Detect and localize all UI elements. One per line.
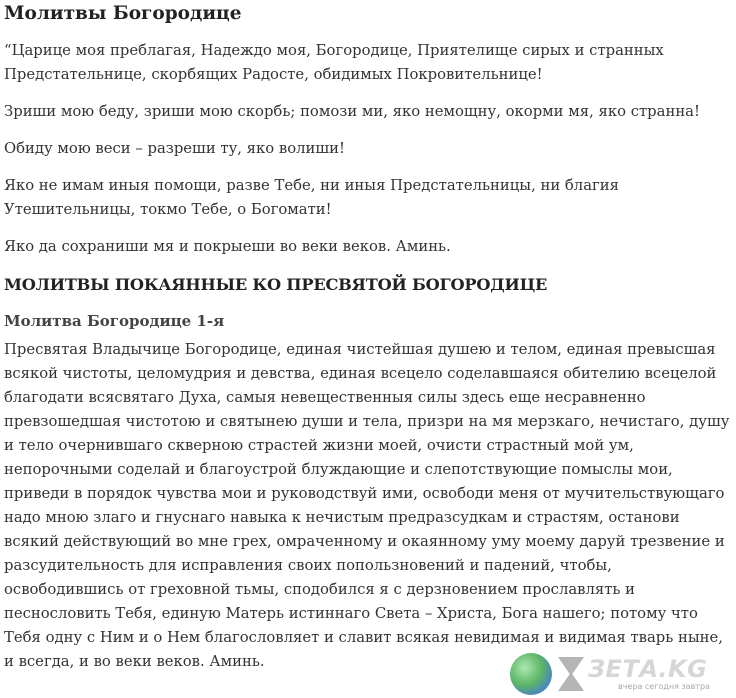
logo-tagline: вчера сегодня завтра — [618, 682, 710, 691]
section-heading: МОЛИТВЫ ПОКАЯННЫЕ КО ПРЕСВЯТОЙ БОГОРОДИЦЕ — [4, 275, 548, 294]
watermark-logo — [510, 654, 728, 694]
paragraph-3: Обиду мою веси – разреши ту, яко волиши! — [4, 140, 345, 157]
paragraph-5: Яко да сохраниши мя и покрыеши во веки веков. Аминь. — [4, 238, 451, 255]
logo-text — [588, 656, 710, 692]
paragraph-1: “Царице моя преблагая, Надеждо моя, Богородице, Приятелище сирых и странных Предстательнице, скорбящих Радосте, обидимых Покровительнице! — [4, 42, 664, 83]
prayer-text: Пресвятая Владычице Богородице, единая чистейшая душею и телом, единая превысшая всякой чистоты, целомудрия и девства, единая всецело соделавшаяся обителию всецелой благодати всясвятаго Духа, самыя невещественныя силы здесь еще несравненно превзошедшая чистотою и святынею души и тела, призри на мя мерзкаго, нечистаго, душу и тело очернившаго скверною страстей жизни моей, очисти страстный мой ум, непорочными соделай и благоустрой блуждающие и слепотствующие помыслы мои, приведи в порядок чувства мои и руководствуй ими, освободи меня от мучительствующаго надо мною злаго и гнуснаго навыка к нечистым предразсудкам и страстям, останови всякий действующий во мне грех, омраченному и окаянному уму моему даруй трезвение и разсудительность для исправления своих попользновений и падений, чтобы, освободившись от греховной тьмы, сподобился я с дерзновением прославлять и песнословить Тебя, единую Матерь истиннаго Света – Христа, Бога нашего; потому что Тебя одну с Ним и о Нем благословляет и славит всякая невидимая и видимая тварь ныне, и всегда, и во веки веков. Аминь. — [4, 341, 730, 670]
paragraph-4: Яко не имам иныя помощи, разве Тебе, ни иныя Предстательницы, ни благия Утешительницы, токмо Тебе, о Богомати! — [4, 177, 619, 218]
hourglass-icon — [558, 657, 584, 691]
logo-word: ЗЕТА.KG — [588, 655, 708, 683]
prayer-subheading: Молитва Богородице 1-я — [4, 312, 225, 330]
paragraph-2: Зриши мою беду, зриши мою скорбь; помози ми, яко немощну, окорми мя, яко странна! — [4, 103, 700, 120]
article — [4, 0, 736, 674]
page-title: Молитвы Богородице — [4, 3, 242, 24]
globe-icon — [510, 653, 552, 695]
